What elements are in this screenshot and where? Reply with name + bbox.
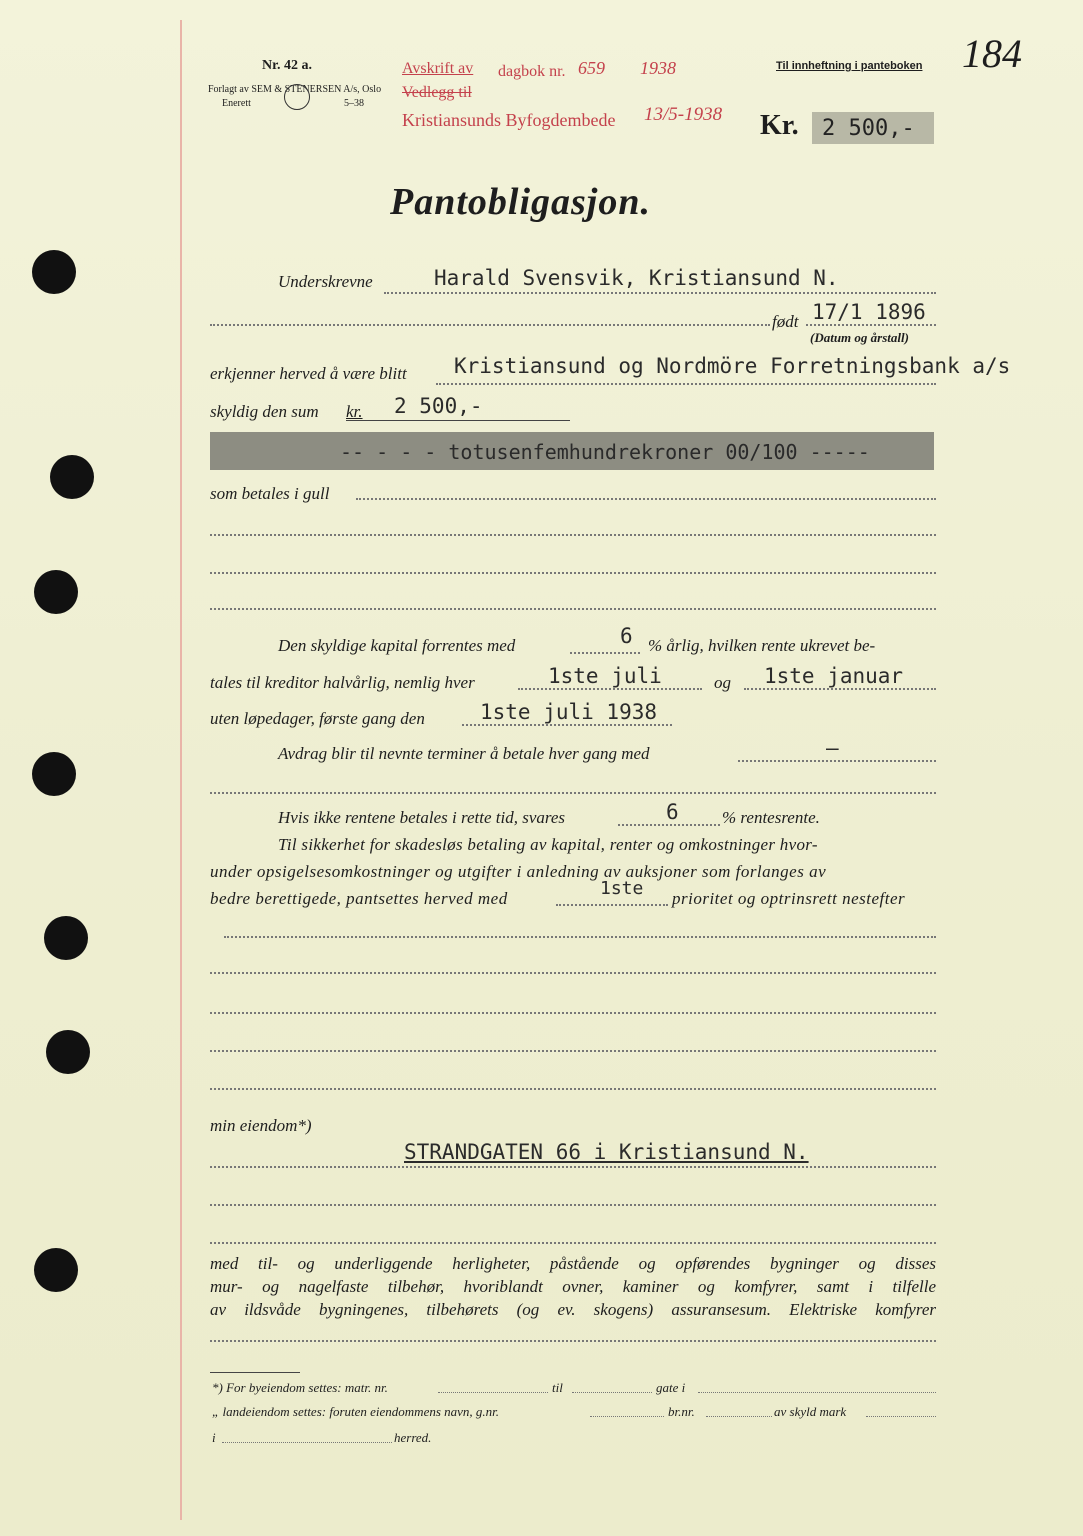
priority-value: 1ste (600, 878, 644, 899)
sikkerhet-line-3b: prioritet og optrinsrett nestefter (672, 889, 906, 908)
footnote-line (590, 1416, 664, 1417)
blank-line (210, 1242, 936, 1244)
rente-line (618, 824, 720, 826)
rights-label: Enerett (222, 98, 251, 109)
avdrag-line (738, 760, 936, 762)
dagbok-number: 659 (578, 58, 605, 78)
blank-line (210, 1088, 936, 1090)
interest-text-1b: % årlig, hvilken rente ukrevet be- (648, 636, 876, 655)
debt-label: skyldig den sum (210, 402, 319, 421)
creditor-label: erkjenner herved å være blitt (210, 364, 407, 383)
district-date: 13/5-1938 (644, 104, 723, 125)
rente-value: 6 (666, 800, 679, 824)
footnote-line (706, 1416, 772, 1417)
avdrag-value: — (826, 736, 839, 760)
interest-rate-line (570, 652, 640, 654)
creditor-value: Kristiansund og Nordmöre Forretningsbank a/s (454, 354, 1011, 378)
payable-line (356, 498, 936, 500)
herligheter-line-1: med til- og underliggende herligheter, påstående og opførendes bygninger og disses (210, 1254, 936, 1273)
blank-line (210, 572, 936, 574)
born-hint: (Datum og årstall) (810, 330, 909, 345)
blank-line (210, 608, 936, 610)
undersigned-line (384, 292, 936, 294)
eiendom-value: STRANDGATEN 66 i Kristiansund N. (404, 1140, 809, 1164)
blank-line (210, 1204, 936, 1206)
district-label: Kristiansunds Byfogdembede (402, 110, 616, 130)
page-number: 184 (962, 31, 1022, 76)
blank-line (210, 1050, 936, 1052)
priority-line (556, 904, 668, 906)
undersigned-value: Harald Svensvik, Kristiansund N. (434, 266, 839, 290)
blank-line (210, 1166, 936, 1168)
footnote-1b: til (552, 1380, 563, 1395)
blank-line (210, 534, 936, 536)
publisher-line: Forlagt av SEM & STENERSEN A/s, Oslo (208, 84, 382, 95)
amount-value: 2 500,- (822, 116, 915, 141)
binder-hole (34, 570, 78, 614)
blank-line (210, 1012, 936, 1014)
binder-hole (50, 455, 94, 499)
debt-prefix: kr. (346, 402, 363, 421)
born-dots-line (210, 324, 770, 326)
undersigned-label: Underskrevne (278, 272, 373, 291)
interest-date2-line (744, 688, 936, 690)
first-date: 1ste juli 1938 (480, 700, 658, 724)
binder-hole (32, 752, 76, 796)
footnote-1a: *) For byeiendom settes: matr. nr. (212, 1380, 388, 1395)
blank-line (224, 936, 936, 938)
herligheter-line-2: mur- og nagelfaste tilbehør, hvoriblandt ovner, kaminer og komfyrer, samt i tilfelle (210, 1277, 936, 1296)
dagbok-label: dagbok nr. (498, 63, 566, 80)
born-value: 17/1 1896 (812, 300, 926, 324)
born-label: født (772, 312, 799, 331)
born-line (806, 324, 936, 326)
interest-date1-line (518, 688, 702, 690)
filing-note: Til innheftning i panteboken (776, 60, 923, 72)
avdrag-label: Avdrag blir til nevnte terminer å betale hver gang med (278, 744, 650, 763)
herligheter-line-3: av ildsvåde bygningenes, tilbehørets (og ev. skogens) assuransesum. Elektriske komfyrer (210, 1300, 936, 1319)
creditor-line (436, 383, 936, 385)
footnote-2b: br.nr. (668, 1404, 695, 1419)
rente-text-b: % rentesrente. (722, 808, 820, 827)
debt-value: 2 500,- (394, 394, 483, 418)
binder-hole (34, 1248, 78, 1292)
edition-label: 5–38 (344, 98, 364, 109)
blank-line (210, 1340, 936, 1342)
footnote-1c: gate i (656, 1380, 686, 1395)
footnote-rule (210, 1372, 300, 1373)
interest-text-3a: uten løpedager, første gang den (210, 709, 425, 728)
blank-line (210, 792, 936, 794)
interest-date-1: 1ste juli (548, 664, 662, 688)
interest-text-2a: tales til kreditor halvårlig, nemlig hver (210, 673, 475, 692)
form-number: Nr. 42 a. (262, 58, 313, 73)
payable-label: som betales i gull (210, 484, 330, 503)
footnote-line (572, 1392, 652, 1393)
sikkerhet-line-1: Til sikkerhet for skadesløs betaling av kapital, renter og omkostninger hvor- (278, 835, 818, 854)
sikkerhet-line-3a: bedre berettigede, pantsettes herved med (210, 889, 508, 908)
footnote-2c: av skyld mark (774, 1404, 847, 1419)
amount-words: -- - - - totusenfemhundrekroner 00/100 ----- (340, 440, 870, 464)
interest-rate: 6 (620, 624, 633, 648)
binder-hole (32, 250, 76, 294)
blank-line (210, 972, 936, 974)
footnote-line (866, 1416, 936, 1417)
binder-hole (46, 1030, 90, 1074)
eiendom-label: min eiendom*) (210, 1116, 312, 1135)
vedlegg-label: Vedlegg til (402, 84, 472, 101)
rente-text-a: Hvis ikke rentene betales i rette tid, svares (278, 808, 566, 827)
first-date-line (462, 724, 672, 726)
publisher-seal-icon (284, 84, 310, 110)
margin-line (180, 20, 182, 1520)
footnote-3a: i (212, 1430, 216, 1445)
footnote-line (222, 1442, 392, 1443)
document-title: Pantobligasjon. (390, 181, 651, 223)
binder-hole (44, 916, 88, 960)
interest-og: og (714, 673, 731, 692)
footnote-line (438, 1392, 548, 1393)
interest-text-1a: Den skyldige kapital forrentes med (278, 636, 516, 655)
sikkerhet-line-2: under opsigelsesomkostninger og utgifter i anledning av auksjoner som forlanges av (210, 862, 827, 881)
dagbok-year: 1938 (640, 58, 676, 78)
avskrift-label: Avskrift av (402, 60, 474, 77)
footnote-line (698, 1392, 936, 1393)
footnote-3b: herred. (394, 1430, 432, 1445)
amount-label: Kr. (760, 110, 799, 141)
debt-line (346, 420, 570, 421)
footnote-2a: „ landeiendom settes: foruten eiendommens navn, g.nr. (212, 1404, 500, 1419)
interest-date-2: 1ste januar (764, 664, 904, 688)
